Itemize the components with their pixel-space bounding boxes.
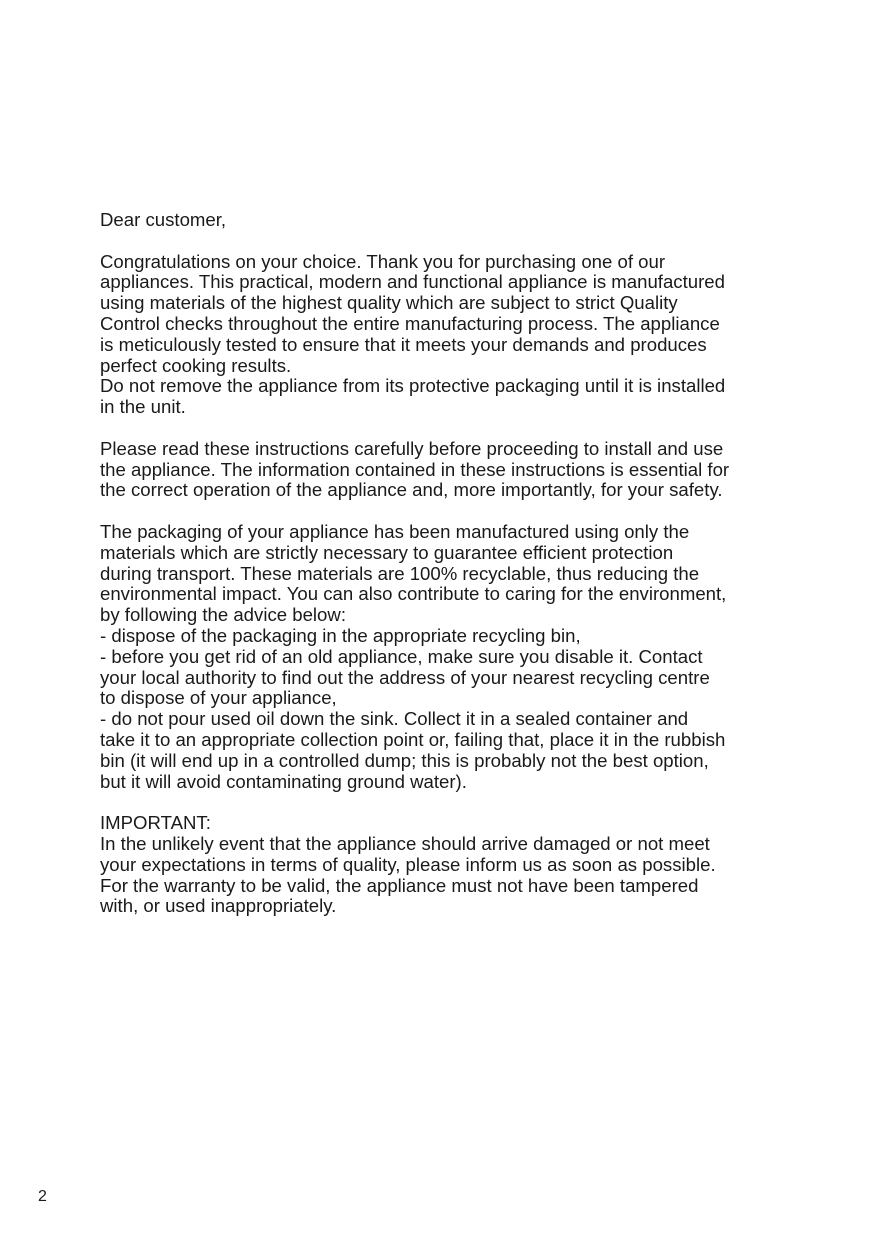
page-number: 2 <box>38 1188 47 1205</box>
text-line: For the warranty to be valid, the appliance must not have been tampered <box>100 874 699 896</box>
text-line: - before you get rid of an old appliance, make sure you disable it. Contact <box>100 645 703 667</box>
paragraph-gap <box>100 501 790 522</box>
text-line: is meticulously tested to ensure that it meets your demands and produces <box>100 333 707 355</box>
text-line: appliances. This practical, modern and functional appliance is manufactured <box>100 271 725 293</box>
text-line: to dispose of your appliance, <box>100 687 337 709</box>
paragraph-gap <box>100 231 790 252</box>
text-line: during transport. These materials are 100% recyclable, thus reducing the <box>100 562 700 584</box>
important-paragraph <box>100 813 790 917</box>
text-line: - dispose of the packaging in the appropriate recycling bin, <box>100 624 581 646</box>
text-line: your expectations in terms of quality, please inform us as soon as possible. <box>100 853 716 875</box>
text-line: - do not pour used oil down the sink. Collect it in a sealed container and <box>100 708 689 730</box>
text-line: In the unlikely event that the appliance should arrive damaged or not meet <box>100 832 710 854</box>
text-line: Congratulations on your choice. Thank you for purchasing one of our <box>100 250 666 272</box>
text-line: using materials of the highest quality which are subject to strict Quality <box>100 292 678 314</box>
text-line: Control checks throughout the entire manufacturing process. The appliance <box>100 312 720 334</box>
text-line: the appliance. The information contained in these instructions is essential for <box>100 458 730 480</box>
text-line: your local authority to find out the address of your nearest recycling centre <box>100 666 710 688</box>
instructions-paragraph <box>100 439 790 501</box>
text-line: by following the advice below: <box>100 604 346 626</box>
paragraph-gap <box>100 418 790 439</box>
text-line: in the unit. <box>100 396 186 418</box>
text-line: Do not remove the appliance from its protective packaging until it is installed <box>100 375 726 397</box>
text-line: materials which are strictly necessary to guarantee efficient protection <box>100 541 674 563</box>
text-line: bin (it will end up in a controlled dump; this is probably not the best option, <box>100 749 709 771</box>
paragraph-gap <box>100 792 790 813</box>
text-line: perfect cooking results. <box>100 354 292 376</box>
text-line: The packaging of your appliance has been manufactured using only the <box>100 520 690 542</box>
packaging-paragraph <box>100 522 790 792</box>
intro-paragraph <box>100 252 790 418</box>
text-line: with, or used inappropriately. <box>100 895 337 917</box>
important-heading: IMPORTANT: <box>100 812 211 834</box>
text-line: take it to an appropriate collection point or, failing that, place it in the rubbish <box>100 728 726 750</box>
greeting: Dear customer, <box>100 209 227 230</box>
text-line: environmental impact. You can also contribute to caring for the environment, <box>100 583 727 605</box>
letter-body <box>100 210 790 917</box>
text-line: but it will avoid contaminating ground water). <box>100 770 467 792</box>
text-line: Please read these instructions carefully before proceeding to install and use <box>100 437 724 459</box>
text-line: the correct operation of the appliance and, more importantly, for your safety. <box>100 479 723 501</box>
